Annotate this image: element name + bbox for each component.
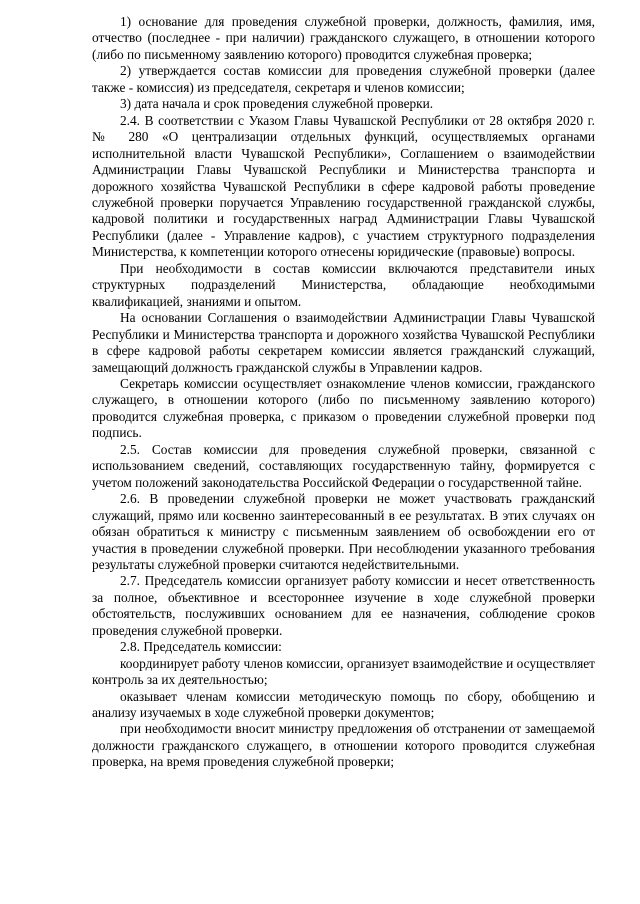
paragraph-section-2-5: 2.5. Состав комиссии для проведения служебной проверки, связанной с использованием сведений, составляющих государственную тайну, формируется с учетом положений законодательства Российской Федерации о государственной тайне. [92,441,595,490]
paragraph-clause-1: 1) основание для проведения служебной проверки, должность, фамилия, имя, отчество (последнее - при наличии) гражданского служащего, в отношении которого (либо по письменному заявлению которого) проводится служебная проверка; [92,14,595,62]
paragraph-section-2-7: 2.7. Председатель комиссии организует работу комиссии и несет ответственность за полное, объективное и всестороннее изучение в ходе служебной проверки обстоятельств, послуживших основанием для ее назначения, соблюдение сроков проведения служебной проверки. [92,573,595,638]
paragraph-section-2-4: 2.4. В соответствии с Указом Главы Чувашской Республики от 28 октября 2020 г. № 280 «О централизации отдельных функций, осуществляемых органами исполнительной власти Чувашской Республики», Соглашением о взаимодействии Администрации Главы Чувашской Республики и Министерства транспорта и дорожного хозяйства Чувашской Республики в сфере кадровой работы проведение служебной проверки поручается Управлению государственной гражданской службы, кадровой политики и государственных наград Администрации Главы Чувашской Республики (далее - Управление кадров), с участием структурного подразделения Министерства, к компетенции которого отнесены юридические (правовые) вопросы. [92,112,595,260]
paragraph-commission-members: При необходимости в состав комиссии включаются представители иных структурных подразделений Министерства, обладающие необходимыми квалификацией, знаниями и опытом. [92,260,595,309]
paragraph-clause-2: 2) утверждается состав комиссии для проведения служебной проверки (далее также - комиссия) из председателя, секретаря и членов комиссии; [92,63,595,95]
paragraph-chair-proposals: при необходимости вносит министру предложения об отстранении от замещаемой должности гражданского служащего, в отношении которого проводится служебная проверка, на время проведения служебной проверки; [92,721,595,770]
paragraph-commission-secretary: На основании Соглашения о взаимодействии Администрации Главы Чувашской Республики и Министерства транспорта и дорожного хозяйства Чувашской Республики в сфере кадровой работы секретарем комиссии является гражданский служащий, замещающий должность гражданской службы в Управлении кадров. [92,310,595,375]
document-page [92,14,595,771]
paragraph-section-2-8: 2.8. Председатель комиссии: [120,639,282,655]
paragraph-secretary-duties: Секретарь комиссии осуществляет ознакомление членов комиссии, гражданского служащего, в отношении которого (либо по письменному заявлению которого) проводится служебная проверка, с приказом о проведении служебной проверки под подпись. [92,375,595,441]
paragraph-chair-coordinates: координирует работу членов комиссии, организует взаимодействие и осуществляет контроль за их деятельностью; [92,655,595,688]
paragraph-chair-assists: оказывает членам комиссии методическую помощь по сбору, обобщению и анализу изучаемых в ходе служебной проверки документов; [92,688,595,721]
paragraph-section-2-6: 2.6. В проведении служебной проверки не может участвовать гражданский служащий, прямо или косвенно заинтересованный в ее результатах. В этих случаях он обязан обратиться к министру с письменным заявлением об освобождении его от участия в проведении служебной проверки. При несоблюдении указанного требования результаты служебной проверки считаются недействительными. [92,491,595,572]
paragraph-clause-3: 3) дата начала и срок проведения служебной проверки. [120,96,434,112]
